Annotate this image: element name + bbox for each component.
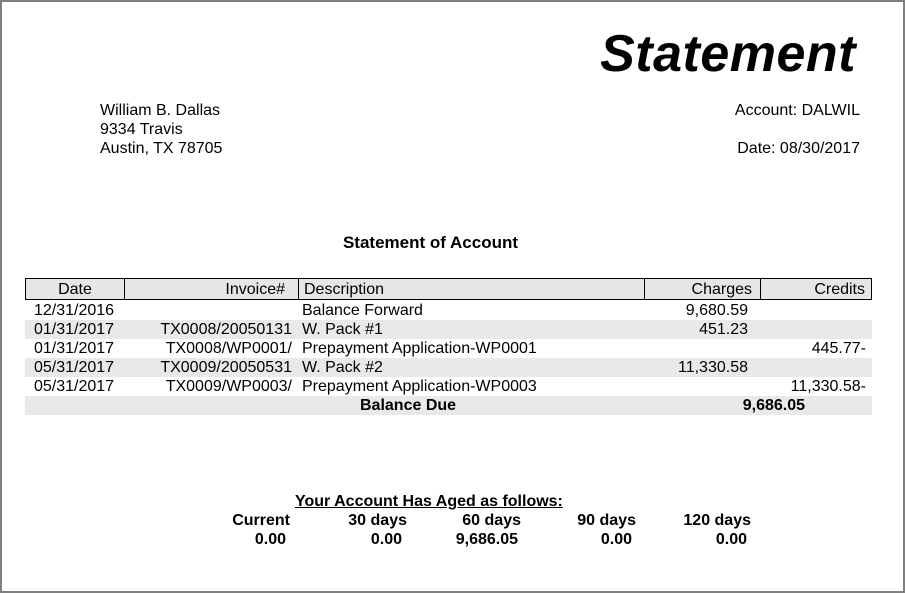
header-charges: Charges (644, 279, 760, 299)
row-date: 05/31/2017 (34, 359, 115, 376)
row-description: Prepayment Application-WP0003 (302, 378, 537, 395)
row-credits: 11,330.58- (790, 378, 866, 395)
header-date: Date (58, 281, 92, 298)
aging-value-current: 0.00 (254, 531, 286, 548)
row-invoice: TX0009/20050531 (160, 359, 292, 376)
aging-title: Your Account Has Aged as follows: (295, 493, 563, 510)
table-row (25, 339, 872, 358)
table-row (25, 301, 872, 320)
aging-value-90: 0.00 (600, 531, 632, 548)
header-invoice: Invoice# (124, 279, 298, 299)
aging-value-30: 0.00 (370, 531, 402, 548)
header-description: Description (298, 279, 644, 299)
document-title: Statement (600, 25, 856, 83)
table-header (25, 278, 872, 300)
row-invoice: TX0008/20050131 (160, 321, 292, 338)
aging-label-30: 30 days (348, 512, 407, 529)
row-description: W. Pack #2 (302, 359, 383, 376)
statement-subtitle: Statement of Account (342, 233, 519, 252)
header-credits: Credits (760, 279, 871, 299)
row-invoice: TX0008/WP0001/ (165, 340, 292, 357)
aging-label-90: 90 days (577, 512, 636, 529)
row-credits: 445.77- (811, 340, 866, 357)
row-charges: 451.23 (699, 321, 748, 338)
balance-due-row (25, 396, 872, 415)
aging-label-60: 60 days (462, 512, 521, 529)
aging-label-current: Current (232, 512, 290, 529)
row-charges: 9,680.59 (685, 302, 748, 319)
row-charges: 11,330.58 (678, 359, 748, 376)
table-row (25, 358, 872, 377)
table-row (25, 377, 872, 396)
row-date: 01/31/2017 (34, 321, 115, 338)
row-date: 01/31/2017 (34, 340, 115, 357)
aging-value-120: 0.00 (715, 531, 747, 548)
aging-value-60: 9,686.05 (455, 531, 518, 548)
customer-city: Austin, TX 78705 (100, 140, 223, 157)
row-description: W. Pack #1 (302, 321, 383, 338)
customer-street: 9334 Travis (100, 121, 183, 138)
aging-label-120: 120 days (683, 512, 751, 529)
row-invoice: TX0009/WP0003/ (165, 378, 292, 395)
row-description: Balance Forward (302, 302, 423, 319)
balance-due-label: Balance Due (360, 397, 457, 414)
row-date: 05/31/2017 (34, 378, 115, 395)
row-date: 12/31/2016 (34, 302, 115, 319)
customer-name: William B. Dallas (100, 102, 221, 119)
row-description: Prepayment Application-WP0001 (302, 340, 537, 357)
statement-date: Date: 08/30/2017 (737, 140, 860, 157)
table-row (25, 320, 872, 339)
account-number: Account: DALWIL (734, 102, 860, 119)
balance-due-value: 9,686.05 (742, 397, 805, 414)
